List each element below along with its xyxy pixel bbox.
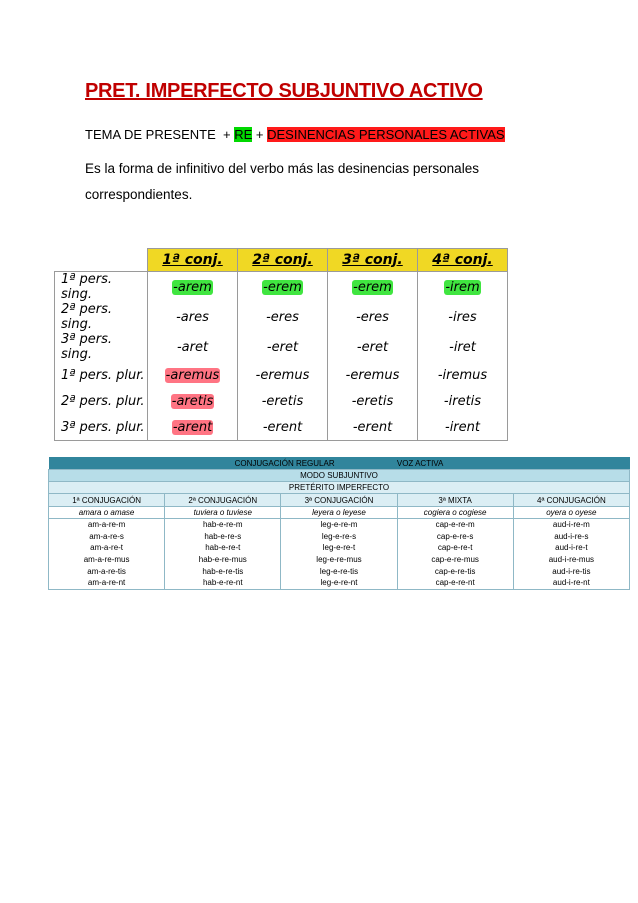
ending-cell: -erent [238,414,328,441]
ending-text: -arent [172,419,213,435]
conjugation-form: hab-e-re-m [165,519,281,531]
conjugation-column-header: 2ª CONJUGACIÓN [165,494,281,507]
conjugation-form: am-a-re-nt [49,577,165,589]
conjugation-form: cap-e-re-t [397,542,513,554]
conjugation-row [49,542,630,554]
conjugation-form: cap-e-re-nt [397,577,513,589]
conjugation-form: aud-i-re-t [513,542,629,554]
conjugation-form: aud-i-re-s [513,531,629,543]
formula-plus-1: + [222,127,231,142]
mood-banner: MODO SUBJUNTIVO [49,470,630,482]
ending-cell: -eretis [238,388,328,414]
ending-cell: -eretis [328,388,418,414]
conjugation-form: leg-e-re-nt [281,577,397,589]
person-label: 1ª pers. sing. [55,272,148,303]
ending-cell: -eremus [328,362,418,388]
person-label: 2ª pers. plur. [55,388,148,414]
conjugation-form: leg-e-re-m [281,519,397,531]
endings-row [55,272,508,303]
page-title: PRET. IMPERFECTO SUBJUNTIVO ACTIVO [85,80,483,102]
ending-text: -aremus [165,367,220,383]
endings-header-3: 3ª conj. [328,249,418,272]
endings-row [55,332,508,362]
formula-tema: TEMA DE PRESENTE [85,127,216,142]
conjugation-form: leg-e-re-s [281,531,397,543]
endings-row [55,302,508,332]
example-verb: tuviera o tuviese [165,507,281,519]
conjugation-row [49,554,630,566]
conjugation-column-header: 4ª CONJUGACIÓN [513,494,629,507]
ending-cell [148,414,238,441]
endings-header-1: 1ª conj. [148,249,238,272]
formula-re: RE [234,127,253,142]
example-verb: cogiera o cogiese [397,507,513,519]
ending-text: -arem [173,279,212,295]
conjugation-form: cap-e-re-tis [397,565,513,577]
example-verb: oyera o oyese [513,507,629,519]
conjugation-row [49,565,630,577]
ending-text: -erem [263,279,302,295]
conjugation-table [48,457,630,590]
ending-cell: -eres [328,302,418,332]
conjugation-form: leg-e-re-tis [281,565,397,577]
conjugation-form: aud-i-re-m [513,519,629,531]
conjugation-form: hab-e-re-nt [165,577,281,589]
conjugation-form: aud-i-re-nt [513,577,629,589]
conjugation-form: hab-e-re-t [165,542,281,554]
ending-cell: -eremus [238,362,328,388]
ending-text: -aretis [171,393,214,409]
ending-cell [418,272,508,303]
conjugation-form: cap-e-re-m [397,519,513,531]
intro-paragraph: Es la forma de infinitivo del verbo más las desinencias personales correspondientes. [85,161,479,202]
person-label: 1ª pers. plur. [55,362,148,388]
endings-row [55,362,508,388]
endings-row [55,388,508,414]
conjugation-form: cap-e-re-mus [397,554,513,566]
endings-header-2: 2ª conj. [238,249,328,272]
conjugation-form: am-a-re-tis [49,565,165,577]
example-verb: amara o amase [49,507,165,519]
endings-table [54,248,508,441]
conjugation-form: am-a-re-mus [49,554,165,566]
formula-desinencias: DESINENCIAS PERSONALES ACTIVAS [267,127,505,142]
conjugation-row [49,519,630,531]
conjugation-column-header: 3ª MIXTA [397,494,513,507]
conjugation-form: am-a-re-s [49,531,165,543]
tense-banner: PRETÉRITO IMPERFECTO [49,482,630,494]
formula-plus-2: + [255,127,264,142]
conjugation-row [49,577,630,589]
person-label: 3ª pers. plur. [55,414,148,441]
ending-cell: -iremus [418,362,508,388]
conjugation-form: am-a-re-m [49,519,165,531]
ending-cell: -eres [238,302,328,332]
conjugation-row [49,531,630,543]
conjugation-form: cap-e-re-s [397,531,513,543]
conjugation-form: leg-e-re-t [281,542,397,554]
conjugation-form: hab-e-re-s [165,531,281,543]
conjugation-column-header: 3ª CONJUGACIÓN [281,494,397,507]
ending-cell: -eret [238,332,328,362]
conjugation-column-header: 1ª CONJUGACIÓN [49,494,165,507]
ending-text: -erem [353,279,392,295]
ending-cell: -eret [328,332,418,362]
ending-cell: -irent [418,414,508,441]
ending-cell: -iret [418,332,508,362]
conjugation-form: aud-i-re-tis [513,565,629,577]
ending-cell [148,272,238,303]
endings-header-4: 4ª conj. [418,249,508,272]
conjugation-form: aud-i-re-mus [513,554,629,566]
ending-cell: -ares [148,302,238,332]
conjugation-form: leg-e-re-mus [281,554,397,566]
endings-table-corner [55,249,148,272]
conjugation-form: hab-e-re-tis [165,565,281,577]
ending-text: -irem [445,279,480,295]
ending-cell: -ires [418,302,508,332]
conjugation-form: am-a-re-t [49,542,165,554]
formula-line [85,127,505,142]
conjugation-type: CONJUGACIÓN REGULAR [234,458,335,468]
ending-cell [328,272,418,303]
voice-label: VOZ ACTIVA [396,458,444,468]
ending-cell: -aret [148,332,238,362]
ending-cell [148,362,238,388]
ending-cell [148,388,238,414]
person-label: 2ª pers. sing. [55,302,148,332]
endings-row [55,414,508,441]
ending-cell [238,272,328,303]
ending-cell: -erent [328,414,418,441]
person-label: 3ª pers. sing. [55,332,148,362]
conjugation-banner [49,457,630,470]
conjugation-form: hab-e-re-mus [165,554,281,566]
ending-cell: -iretis [418,388,508,414]
example-verb: leyera o leyese [281,507,397,519]
